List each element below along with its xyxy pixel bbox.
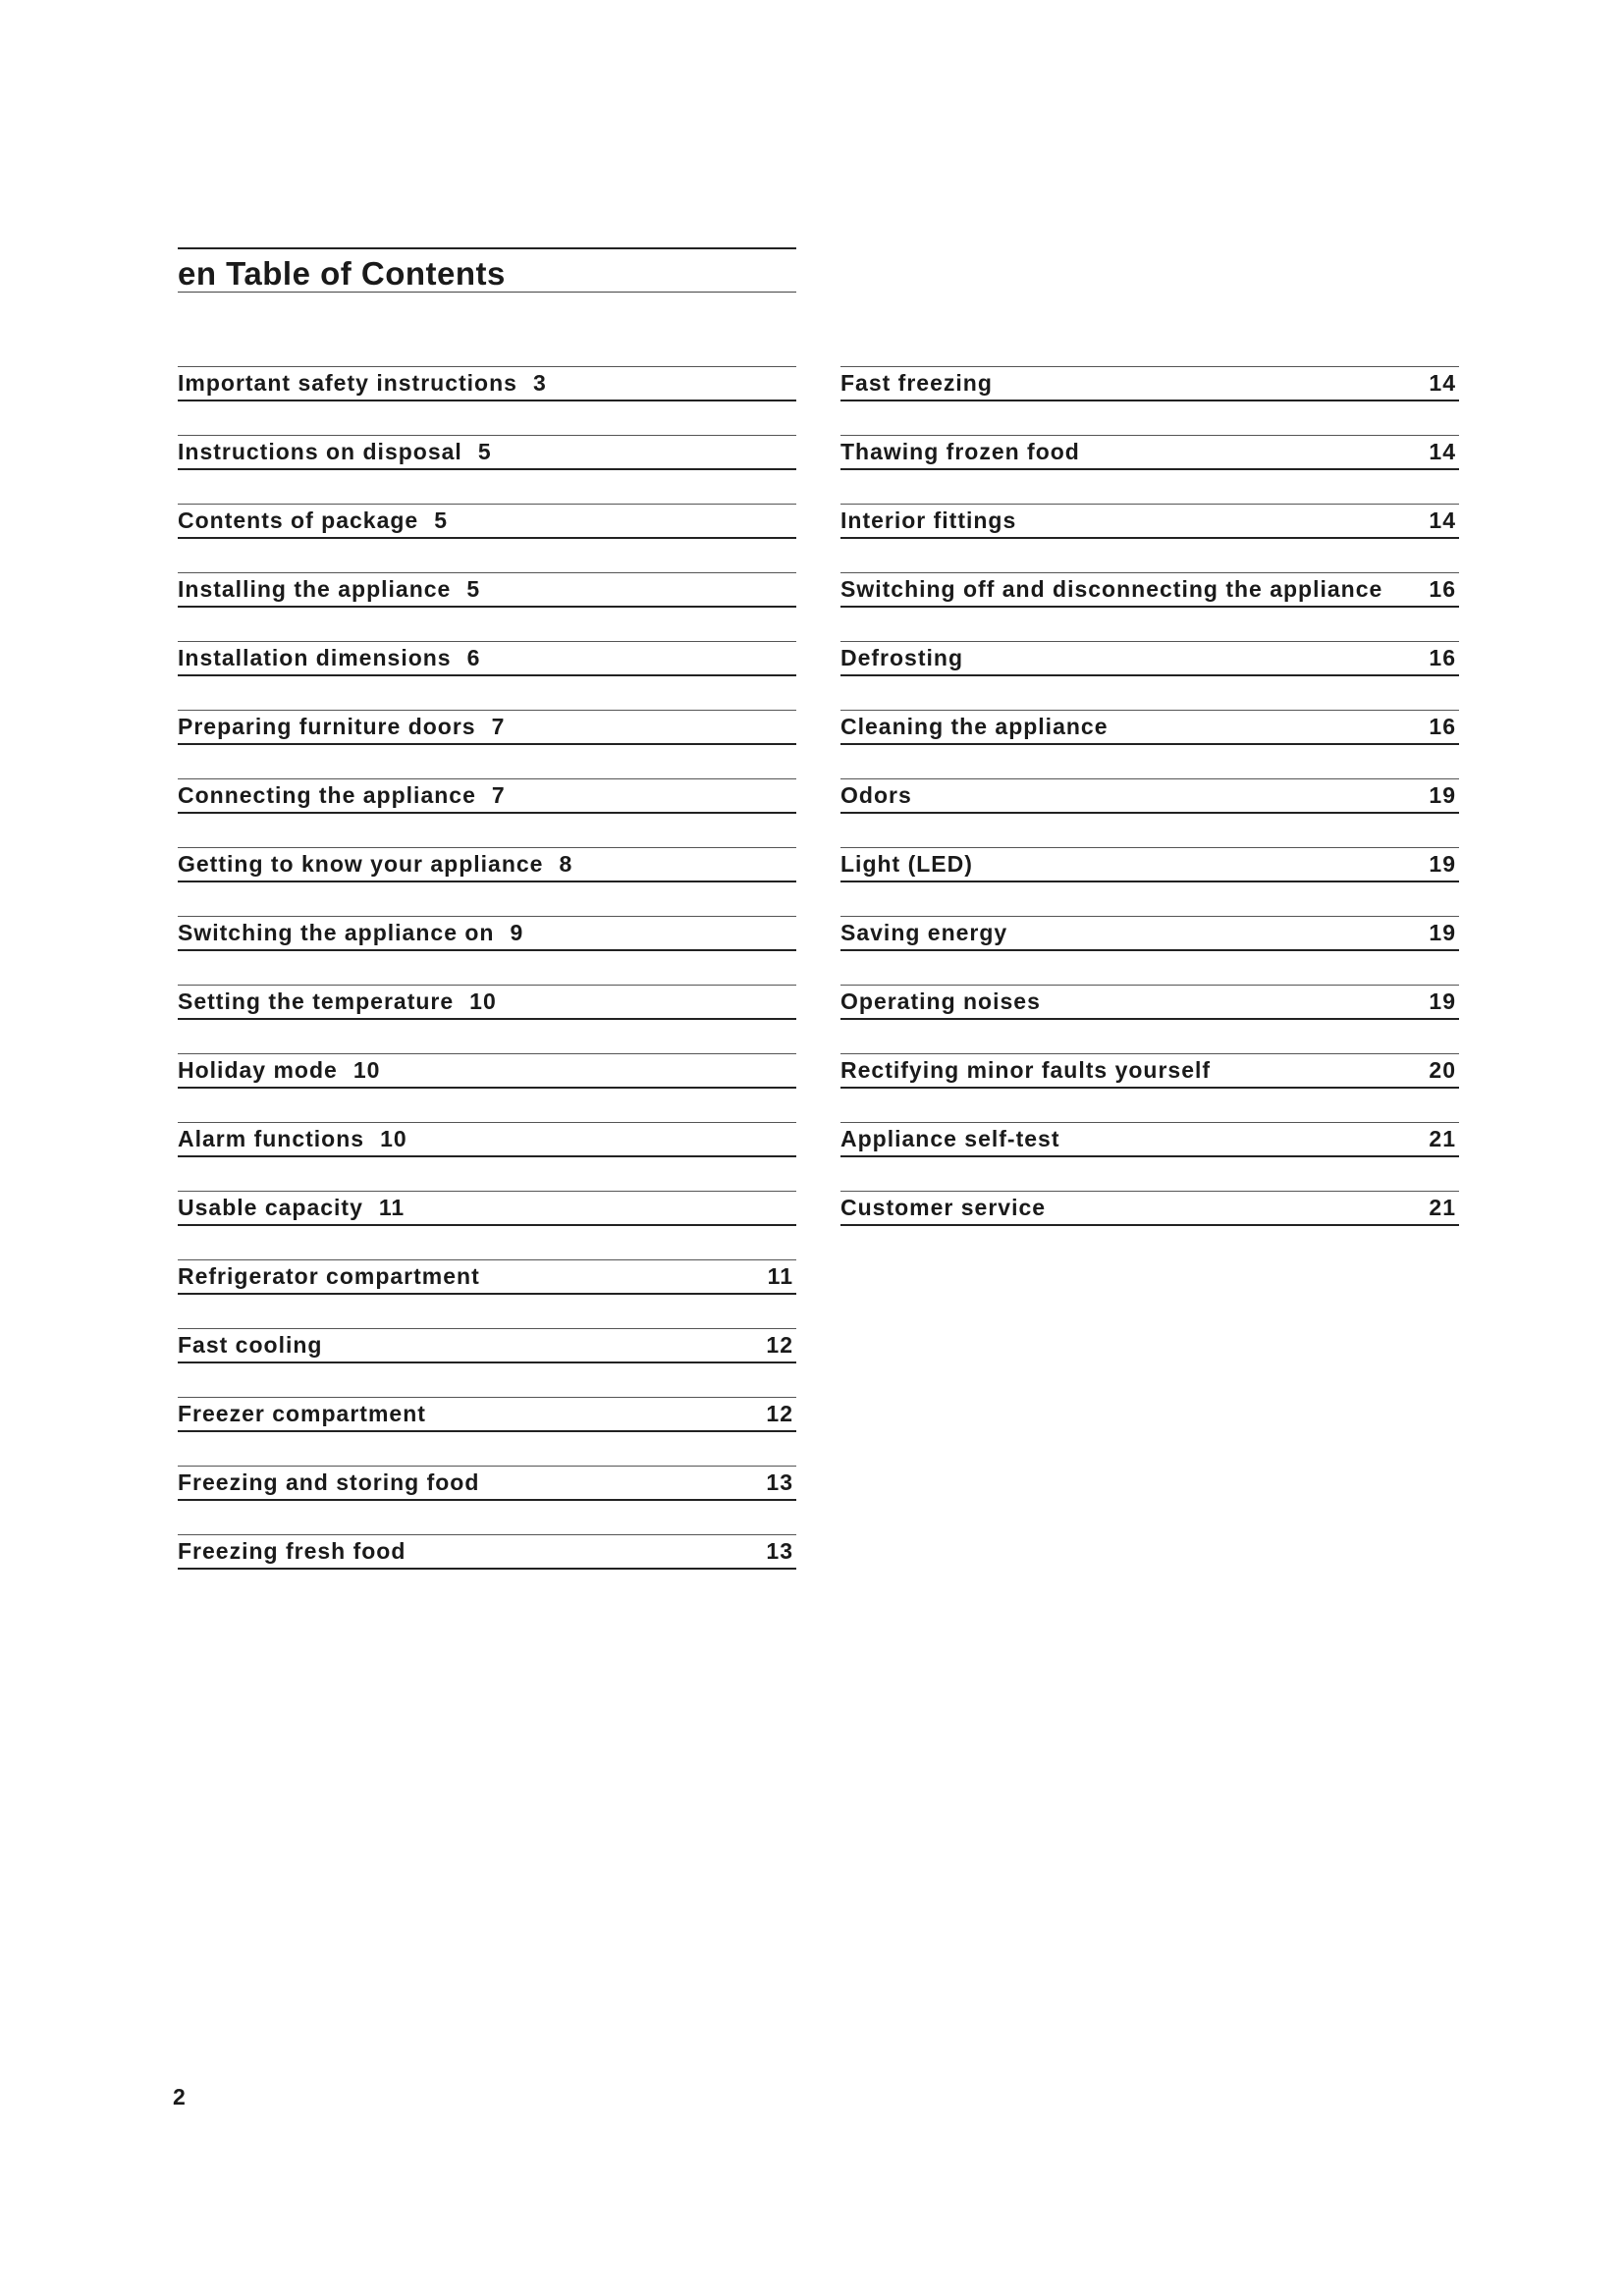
toc-entry-label: Switching the appliance on xyxy=(178,920,495,945)
toc-entry-label: Important safety instructions xyxy=(178,370,517,396)
toc-entry[interactable] xyxy=(178,847,796,882)
toc-entry-page: 6 xyxy=(466,645,481,670)
toc-entry-label: Odors xyxy=(840,782,912,808)
toc-entry[interactable] xyxy=(840,504,1459,539)
toc-entry[interactable] xyxy=(178,641,796,676)
toc-entry-label: Setting the temperature xyxy=(178,988,455,1014)
toc-entry-label: Fast freezing xyxy=(840,370,993,396)
toc-entry[interactable] xyxy=(840,710,1459,745)
toc-entry-page: 21 xyxy=(1429,1126,1456,1151)
toc-entry-page: 20 xyxy=(1429,1057,1456,1083)
toc-entry-label: Alarm functions xyxy=(178,1126,365,1151)
toc-entry-page: 16 xyxy=(1429,714,1456,739)
toc-entry-page: 16 xyxy=(1429,576,1456,602)
toc-entry-label: Freezer compartment xyxy=(178,1401,426,1426)
toc-entry-page: 19 xyxy=(1429,851,1456,877)
toc-entry-page: 16 xyxy=(1429,645,1456,670)
toc-entry-page: 8 xyxy=(559,851,573,877)
toc-entry[interactable] xyxy=(840,1122,1459,1157)
toc-entry-label: Customer service xyxy=(840,1195,1047,1220)
toc-entry-page: 12 xyxy=(766,1332,793,1358)
toc-entry[interactable] xyxy=(178,1397,796,1432)
toc-entry-label: Appliance self-test xyxy=(840,1126,1060,1151)
toc-entry-page: 21 xyxy=(1429,1195,1456,1220)
toc-entry-page: 14 xyxy=(1429,439,1456,464)
toc-entry[interactable] xyxy=(840,778,1459,814)
toc-entry-page: 13 xyxy=(766,1469,793,1495)
toc-entry-page: 19 xyxy=(1429,920,1456,945)
toc-entry-page: 19 xyxy=(1429,782,1456,808)
toc-entry-page: 7 xyxy=(491,782,506,808)
toc-entry-page: 10 xyxy=(469,988,497,1014)
toc-entry-page: 11 xyxy=(767,1263,793,1289)
toc-entry-label: Getting to know your appliance xyxy=(178,851,544,877)
toc-entry-label: Installation dimensions xyxy=(178,645,452,670)
toc-entry[interactable] xyxy=(178,1122,796,1157)
toc-entry-label: Refrigerator compartment xyxy=(178,1263,480,1289)
toc-entry-label: Operating noises xyxy=(840,988,1041,1014)
toc-entry-label: Freezing and storing food xyxy=(178,1469,480,1495)
toc-entry-label: Preparing furniture doors xyxy=(178,714,476,739)
toc-entry-page: 7 xyxy=(491,714,506,739)
toc-entry[interactable] xyxy=(178,1053,796,1089)
toc-entry-page: 9 xyxy=(510,920,524,945)
toc-entry[interactable] xyxy=(178,985,796,1020)
toc-entry[interactable] xyxy=(840,847,1459,882)
toc-entry-page: 10 xyxy=(380,1126,407,1151)
toc-entry-page: 3 xyxy=(532,370,547,396)
toc-entry-page: 19 xyxy=(1429,988,1456,1014)
toc-entry-label: Contents of package xyxy=(178,507,419,533)
toc-entry-label: Light (LED) xyxy=(840,851,973,877)
toc-entry-label: Cleaning the appliance xyxy=(840,714,1109,739)
toc-entry[interactable] xyxy=(178,1328,796,1363)
toc-entry-page: 11 xyxy=(378,1195,406,1220)
toc-entry[interactable] xyxy=(178,504,796,539)
toc-left-column xyxy=(178,366,796,1603)
toc-entry-page: 14 xyxy=(1429,370,1456,396)
toc-title-block xyxy=(178,247,796,293)
toc-entry[interactable] xyxy=(178,710,796,745)
toc-entry-label: Switching off and disconnecting the appliance xyxy=(840,576,1383,602)
toc-entry-label: Instructions on disposal xyxy=(178,439,462,464)
toc-entry[interactable] xyxy=(178,1534,796,1570)
toc-entry[interactable] xyxy=(840,572,1459,608)
toc-entry[interactable] xyxy=(178,366,796,401)
toc-entry-label: Connecting the appliance xyxy=(178,782,476,808)
toc-entry[interactable] xyxy=(840,916,1459,951)
toc-entry[interactable] xyxy=(840,985,1459,1020)
toc-entry-label: Holiday mode xyxy=(178,1057,338,1083)
toc-entry[interactable] xyxy=(178,1191,796,1226)
toc-entry-label: Saving energy xyxy=(840,920,1008,945)
toc-entry-label: Thawing frozen food xyxy=(840,439,1080,464)
toc-entry[interactable] xyxy=(178,435,796,470)
toc-entry-page: 5 xyxy=(434,507,449,533)
toc-entry[interactable] xyxy=(178,916,796,951)
toc-entry-page: 5 xyxy=(477,439,492,464)
toc-entry[interactable] xyxy=(840,435,1459,470)
toc-entry-page: 5 xyxy=(466,576,481,602)
toc-entry[interactable] xyxy=(178,778,796,814)
toc-entry[interactable] xyxy=(840,1053,1459,1089)
toc-right-column xyxy=(840,366,1459,1259)
toc-entry-label: Fast cooling xyxy=(178,1332,323,1358)
toc-entry-label: Installing the appliance xyxy=(178,576,452,602)
toc-entry-label: Defrosting xyxy=(840,645,963,670)
toc-entry-label: Freezing fresh food xyxy=(178,1538,406,1564)
toc-entry-page: 14 xyxy=(1429,507,1456,533)
toc-entry-page: 10 xyxy=(352,1057,381,1083)
toc-entry-page: 12 xyxy=(766,1401,793,1426)
toc-entry[interactable] xyxy=(178,572,796,608)
toc-entry-label: Usable capacity xyxy=(178,1195,363,1220)
page-title: en Table of Contents xyxy=(178,255,506,292)
toc-entry[interactable] xyxy=(840,366,1459,401)
page-number: 2 xyxy=(173,2084,186,2109)
toc-entry[interactable] xyxy=(840,641,1459,676)
toc-entry-page: 13 xyxy=(766,1538,793,1564)
toc-entry-label: Interior fittings xyxy=(840,507,1017,533)
toc-entry[interactable] xyxy=(178,1259,796,1295)
toc-entry[interactable] xyxy=(840,1191,1459,1226)
toc-entry-label: Rectifying minor faults yourself xyxy=(840,1057,1212,1083)
toc-entry[interactable] xyxy=(178,1466,796,1501)
